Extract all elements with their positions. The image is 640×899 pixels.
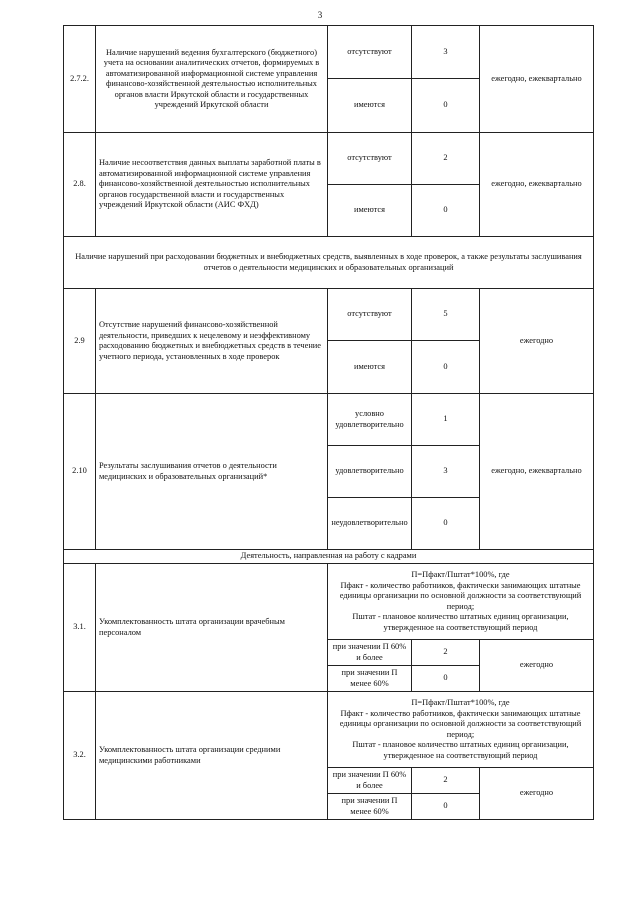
value-cell: имеются	[328, 79, 412, 133]
row-number: 3.1.	[64, 564, 96, 692]
criterion-text: Наличие несоответствия данных выплаты заработной платы в автоматизированной информационной системе управления финансово-хозяйственной деятельностью исполнительных органов государственной власти и государственных учреждений Иркутской области (АИС ФХД)	[96, 133, 328, 237]
formula-cell	[328, 692, 594, 768]
periodicity-cell: ежегодно, ежеквартально	[480, 394, 594, 550]
section-row	[64, 237, 594, 289]
row-number: 2.8.	[64, 133, 96, 237]
points-cell: 0	[412, 185, 480, 237]
section-heading-staff: Деятельность, направленная на работу с кадрами	[64, 550, 594, 564]
points-cell: 2	[412, 768, 480, 794]
criterion-text: Результаты заслушивания отчетов о деятельности медицинских и образовательных организаций*	[96, 394, 328, 550]
table-row	[64, 692, 594, 768]
points-cell: 0	[412, 79, 480, 133]
points-cell: 2	[412, 133, 480, 185]
table-row	[64, 26, 594, 79]
formula-text: П=Пфакт/Пштат*100%, где Пфакт - количество работников, фактически занимающих штатные единицы организации по основной должности за соответствующий период; Пштат - плановое количество штатных единиц организации, утвержденное на соответствующий период	[339, 698, 582, 760]
points-cell: 0	[412, 666, 480, 692]
page-number: 3	[317, 10, 323, 20]
points-cell: 0	[412, 498, 480, 550]
points-cell: 3	[412, 26, 480, 79]
value-cell: при значении П 60% и более	[328, 768, 412, 794]
value-cell: при значении П 60% и более	[328, 640, 412, 666]
criterion-text: Отсутствие нарушений финансово-хозяйственной деятельности, приведших к нецелевому и неэффективному расходованию бюджетных и внебюджетных средств в течение учетного периода, установленных в ходе проверок	[96, 289, 328, 394]
periodicity-cell: ежегодно, ежеквартально	[480, 26, 594, 133]
criterion-text: Укомплектованность штата организации средними медицинскими работниками	[96, 692, 328, 820]
value-cell: отсутствуют	[328, 133, 412, 185]
section-heading-violations: Наличие нарушений при расходовании бюджетных и внебюджетных средств, выявленных в ходе проверок, а также результаты заслушивания отчетов о деятельности медицинских и образовательных организаций	[64, 237, 594, 289]
formula-text: П=Пфакт/Пштат*100%, где Пфакт - количество работников, фактически занимающих штатные единицы организации по основной должности за соответствующий период; Пштат - плановое количество штатных единиц организации, утвержденное на соответствующий период	[339, 570, 582, 632]
value-cell: отсутствуют	[328, 289, 412, 341]
row-number: 2.7.2.	[64, 26, 96, 133]
table-row	[64, 564, 594, 640]
formula-cell	[328, 564, 594, 640]
periodicity-cell: ежегодно, ежеквартально	[480, 133, 594, 237]
section-row	[64, 550, 594, 564]
row-number: 2.10	[64, 394, 96, 550]
table-row	[64, 289, 594, 341]
value-cell: имеются	[328, 185, 412, 237]
value-cell: при значении П менее 60%	[328, 666, 412, 692]
points-cell: 3	[412, 446, 480, 498]
row-number: 2.9	[64, 289, 96, 394]
periodicity-cell: ежегодно	[480, 768, 594, 820]
value-cell: имеются	[328, 341, 412, 394]
periodicity-cell: ежегодно	[480, 640, 594, 692]
criterion-text: Наличие нарушений ведения бухгалтерского (бюджетного) учета на основании аналитических отчетов, формируемых в автоматизированной информационной системе управления финансово-хозяйственной деятельностью исполнительных органов власти Иркутской области и государственных учреждений Иркутской области	[96, 26, 328, 133]
table-row	[64, 133, 594, 185]
points-cell: 0	[412, 341, 480, 394]
value-cell: неудовлетворительно	[328, 498, 412, 550]
value-cell: условно удовлетворительно	[328, 394, 412, 446]
value-cell: отсутствуют	[328, 26, 412, 79]
points-cell: 0	[412, 794, 480, 820]
points-cell: 5	[412, 289, 480, 341]
table-row	[64, 394, 594, 446]
row-number: 3.2.	[64, 692, 96, 820]
criterion-text: Укомплектованность штата организации врачебным персоналом	[96, 564, 328, 692]
value-cell: удовлетворительно	[328, 446, 412, 498]
periodicity-cell: ежегодно	[480, 289, 594, 394]
points-cell: 1	[412, 394, 480, 446]
criteria-table	[63, 25, 594, 820]
points-cell: 2	[412, 640, 480, 666]
value-cell: при значении П менее 60%	[328, 794, 412, 820]
